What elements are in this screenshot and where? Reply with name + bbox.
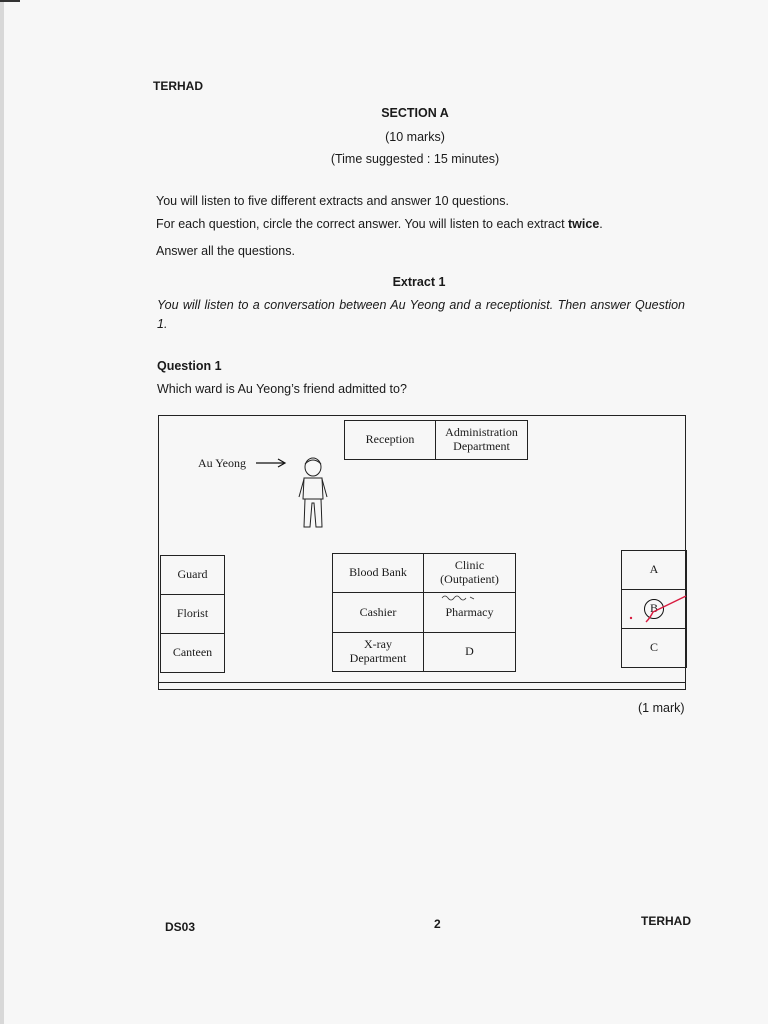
instruction-line-1: You will listen to five different extracts and answer 10 questions. xyxy=(156,194,509,208)
handwriting-scribble xyxy=(440,593,480,601)
footer-classification: TERHAD xyxy=(641,914,691,928)
option-c-box[interactable]: C xyxy=(621,628,687,668)
reception-box: Reception xyxy=(344,420,436,460)
header-classification: TERHAD xyxy=(153,79,203,93)
clinic-sublabel: (Outpatient) xyxy=(440,572,499,586)
cashier-box: Cashier xyxy=(332,592,424,633)
tick-mark-icon xyxy=(626,592,690,626)
map-bottom-line xyxy=(158,682,686,683)
footer-page-number: 2 xyxy=(434,917,441,931)
instruction-line-2 xyxy=(156,217,603,231)
question-title: Question 1 xyxy=(157,359,222,373)
section-marks: (10 marks) xyxy=(385,130,445,144)
pharmacy-box: Pharmacy xyxy=(423,592,516,633)
extract-description: You will listen to a conversation between Au Yeong and a receptionist. Then answer Question 1. xyxy=(157,298,685,331)
person-icon xyxy=(296,455,330,531)
instruction-line-3: Answer all the questions. xyxy=(156,244,295,258)
xray-box xyxy=(332,632,424,672)
xray-sublabel: Department xyxy=(349,651,407,665)
clinic-label: Clinic xyxy=(454,558,485,573)
clinic-box xyxy=(423,553,516,593)
mark-allocation: (1 mark) xyxy=(638,701,685,715)
instruction-period: . xyxy=(599,217,603,231)
arrow-icon xyxy=(254,456,290,470)
option-d-box: D xyxy=(423,632,516,672)
xray-label: X-ray xyxy=(364,637,392,652)
blood-bank-box: Blood Bank xyxy=(332,553,424,593)
section-title: SECTION A xyxy=(381,106,449,120)
instruction-twice: twice xyxy=(568,217,600,231)
guard-box: Guard xyxy=(160,555,225,595)
administration-box: Administration Department xyxy=(435,420,528,460)
footer-code: DS03 xyxy=(165,920,196,934)
option-b-label: B xyxy=(649,601,658,616)
question-text: Which ward is Au Yeong’s friend admitted to? xyxy=(157,382,407,396)
instruction-line-2-text: For each question, circle the correct answer. You will listen to each extract xyxy=(156,217,569,231)
option-a-box[interactable]: A xyxy=(621,550,687,590)
extract-title: Extract 1 xyxy=(392,275,446,289)
canteen-box: Canteen xyxy=(160,633,225,673)
florist-box: Florist xyxy=(160,594,225,634)
person-label: Au Yeong xyxy=(198,456,247,470)
section-time: (Time suggested : 15 minutes) xyxy=(330,152,500,166)
scan-mark xyxy=(0,0,20,2)
